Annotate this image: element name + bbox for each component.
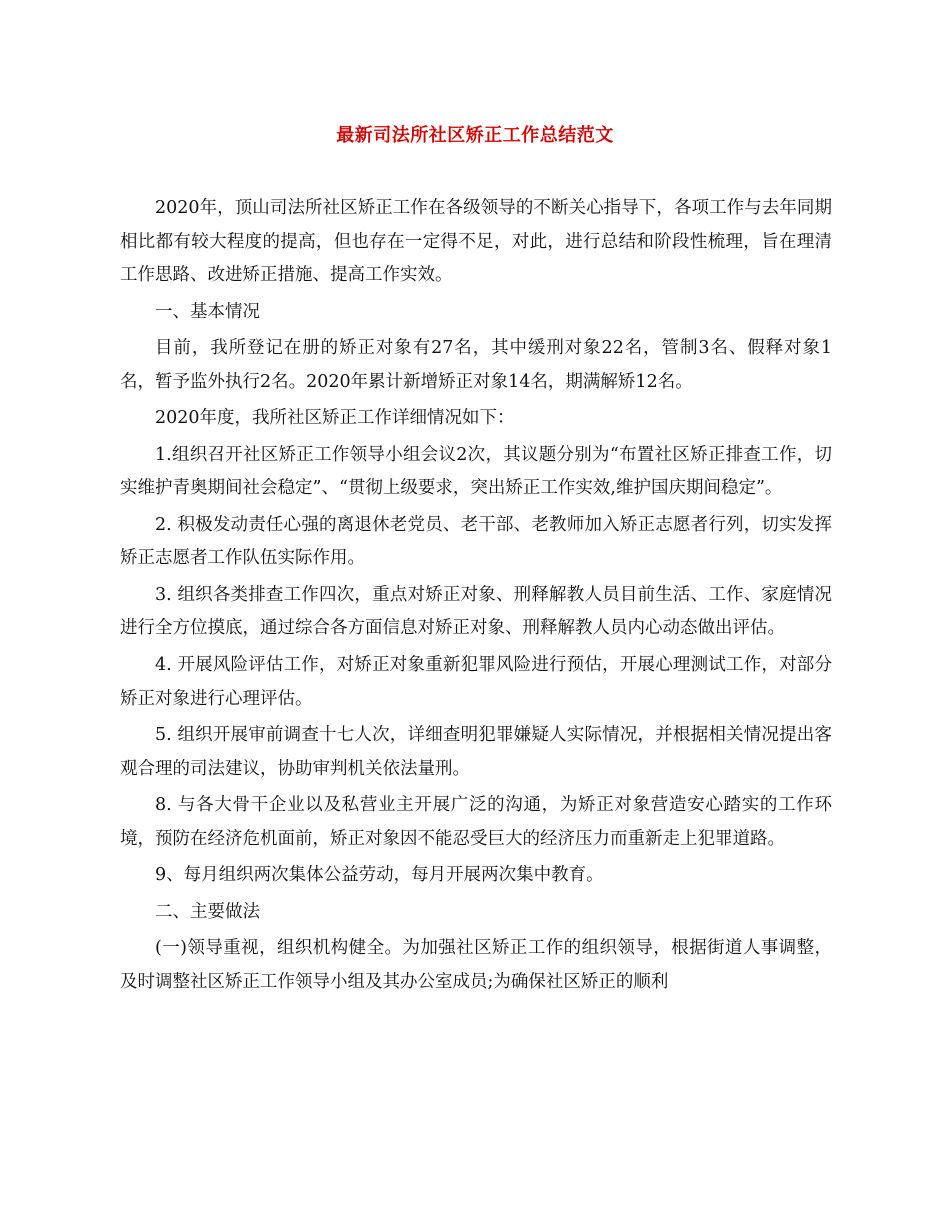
list-item-1: 1.组织召开社区矫正工作领导小组会议2次，其议题分别为“布置社区矫正排查工作，切实维护青奥期间社会稳定”、“贯彻上级要求，突出矫正工作实效,维护国庆期间稳定”。	[120, 444, 832, 499]
list-item-4: 4. 开展风险评估工作，对矫正对象重新犯罪风险进行预估，开展心理测试工作，对部分矫正对象进行心理评估。	[120, 654, 832, 709]
list-item-9: 9、每月组织两次集体公益劳动，每月开展两次集中教育。	[155, 865, 604, 886]
document-title: 最新司法所社区矫正工作总结范文	[336, 125, 614, 146]
section-heading-basic: 一、基本情况	[155, 301, 260, 322]
list-item-8: 8. 与各大骨干企业以及私营业主开展广泛的沟通，为矫正对象营造安心踏实的工作环境，预防在经济危机面前，矫正对象因不能忍受巨大的经济压力而重新走上犯罪道路。	[120, 795, 832, 849]
paragraph-intro: 2020年，顶山司法所社区矫正工作在各级领导的不断关心指导下，各项工作与去年同期相比都有较大程度的提高，但也存在一定得不足，对此，进行总结和阶段性梳理，旨在理清工作思路、改进矫正措施、提高工作实效。	[120, 198, 832, 286]
section-heading-methods: 二、主要做法	[155, 901, 260, 922]
list-item-2: 2. 积极发动责任心强的离退休老党员、老干部、老教师加入矫正志愿者行列，切实发挥矫正志愿者工作队伍实际作用。	[120, 514, 832, 569]
document-body	[120, 192, 832, 1002]
paragraph-leadership: (一)领导重视，组织机构健全。为加强社区矫正工作的组织领导，根据街道人事调整，及时调整社区矫正工作领导小组及其办公室成员;为确保社区矫正的顺利	[120, 938, 832, 992]
list-item-5: 5. 组织开展审前调查十七人次，详细查明犯罪嫌疑人实际情况，并根据相关情况提出客观合理的司法建议，协助审判机关依法量刑。	[120, 725, 832, 779]
list-item-3: 3. 组织各类排查工作四次，重点对矫正对象、刑释解教人员目前生活、工作、家庭情况进行全方位摸底，通过综合各方面信息对矫正对象、刑释解教人员内心动态做出评估。	[120, 584, 832, 639]
paragraph-annual-summary: 2020年度，我所社区矫正工作详细情况如下：	[155, 408, 515, 429]
paragraph-current-status: 目前，我所登记在册的矫正对象有27名，其中缓刑对象22名，管制3名、假释对象1名，暂予监外执行2名。2020年累计新增矫正对象14名，期满解矫12名。	[120, 338, 832, 392]
